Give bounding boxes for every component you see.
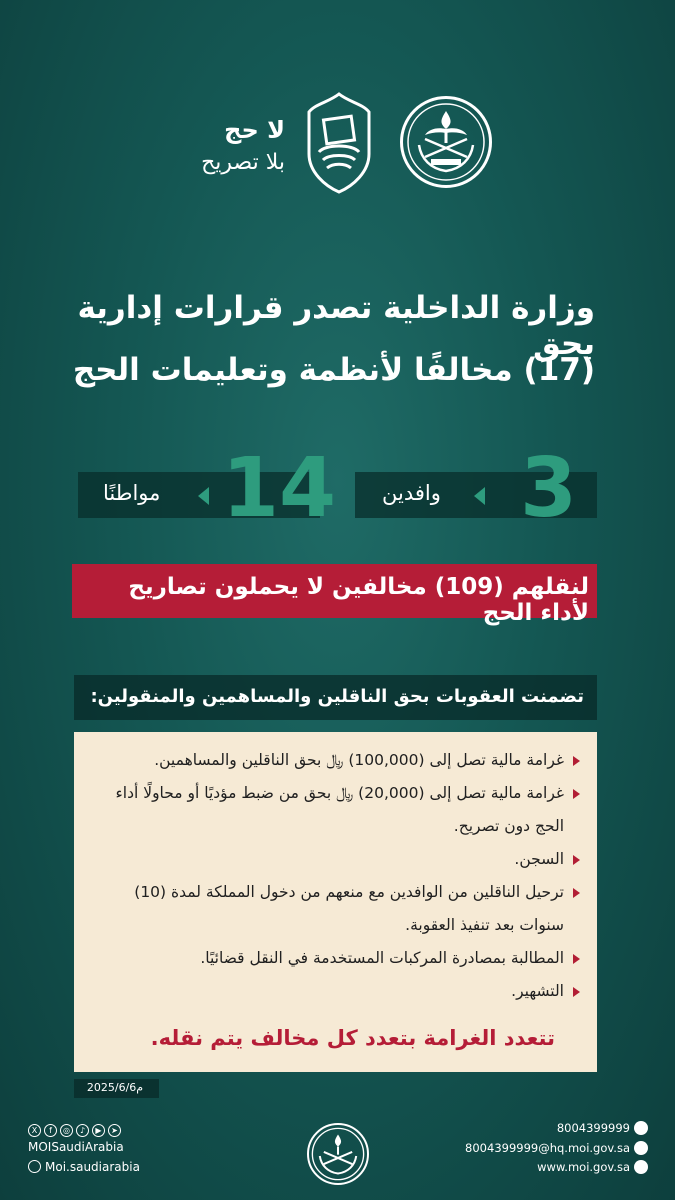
campaign-line1: لا حج <box>224 116 285 144</box>
social-handle[interactable]: MOISaudiArabia <box>28 1140 124 1154</box>
telegram-icon[interactable]: ➤ <box>108 1124 121 1137</box>
globe-icon <box>634 1160 648 1174</box>
triangle-icon <box>474 487 485 505</box>
bullet-arrow-icon <box>573 756 580 766</box>
stat-label-citizens: مواطنًا <box>103 481 161 505</box>
email-icon <box>634 1141 648 1155</box>
headline-line1: وزارة الداخلية تصدر قرارات إدارية بحق <box>77 290 595 362</box>
stat-label-residents: وافدين <box>382 481 441 505</box>
date-text: 2025/6/6م <box>86 1081 144 1094</box>
list-item: غرامة مالية تصل إلى (20,000) ﷼ بحق من ضبط مؤديًا أو محاولًا أداء الحج دون تصريح. <box>100 777 580 843</box>
list-item: السجن. <box>100 843 580 876</box>
phone-icon <box>634 1121 648 1135</box>
triangle-icon <box>198 487 209 505</box>
list-item: غرامة مالية تصل إلى (100,000) ﷼ بحق الناقلين والمساهمين. <box>100 744 580 777</box>
social-links <box>28 1120 168 1136</box>
contact-email[interactable]: 8004399999@hq.moi.gov.sa <box>465 1141 630 1155</box>
facebook-icon[interactable]: f <box>44 1124 57 1137</box>
fine-note: تتعدد الغرامة بتعدد كل مخالف يتم نقله. <box>150 1026 555 1050</box>
bullet-arrow-icon <box>573 789 580 799</box>
stat-number-citizens: 14 <box>222 441 337 536</box>
list-item: المطالبة بمصادرة المركبات المستخدمة في النقل قضائيًا. <box>100 942 580 975</box>
contact-phone[interactable]: 8004399999 <box>556 1121 630 1135</box>
headline-line2: (17) مخالفًا لأنظمة وتعليمات الحج <box>72 352 595 388</box>
snapchat-handle[interactable]: Moi.saudiarabia <box>45 1160 140 1174</box>
x-icon[interactable]: X <box>28 1124 41 1137</box>
penalties-list <box>100 744 580 1008</box>
list-item: التشهير. <box>100 975 580 1008</box>
contact-website[interactable]: www.moi.gov.sa <box>537 1160 630 1174</box>
youtube-icon[interactable]: ▶ <box>92 1124 105 1137</box>
section-title: تضمنت العقوبات بحق الناقلين والمساهمين والمنقولين: <box>90 686 584 707</box>
list-item: ترحيل الناقلين من الوافدين مع منعهم من دخول المملكة لمدة (10) سنوات بعد تنفيذ العقوبة. <box>100 876 580 942</box>
violation-banner-text: لنقلهم (109) مخالفين لا يحملون تصاريح لأداء الحج <box>128 574 589 626</box>
bullet-arrow-icon <box>573 987 580 997</box>
moi-emblem-logo <box>400 96 492 188</box>
snapchat-icon[interactable] <box>28 1160 41 1173</box>
tiktok-icon[interactable]: ♪ <box>76 1124 89 1137</box>
campaign-line2: بلا تصريح <box>201 150 285 175</box>
bullet-arrow-icon <box>573 855 580 865</box>
bullet-arrow-icon <box>573 954 580 964</box>
instagram-icon[interactable]: ◎ <box>60 1124 73 1137</box>
moi-emblem-footer-logo <box>307 1123 369 1185</box>
campaign-shield-icon <box>305 92 373 194</box>
stat-number-residents: 3 <box>520 441 578 536</box>
bullet-arrow-icon <box>573 888 580 898</box>
